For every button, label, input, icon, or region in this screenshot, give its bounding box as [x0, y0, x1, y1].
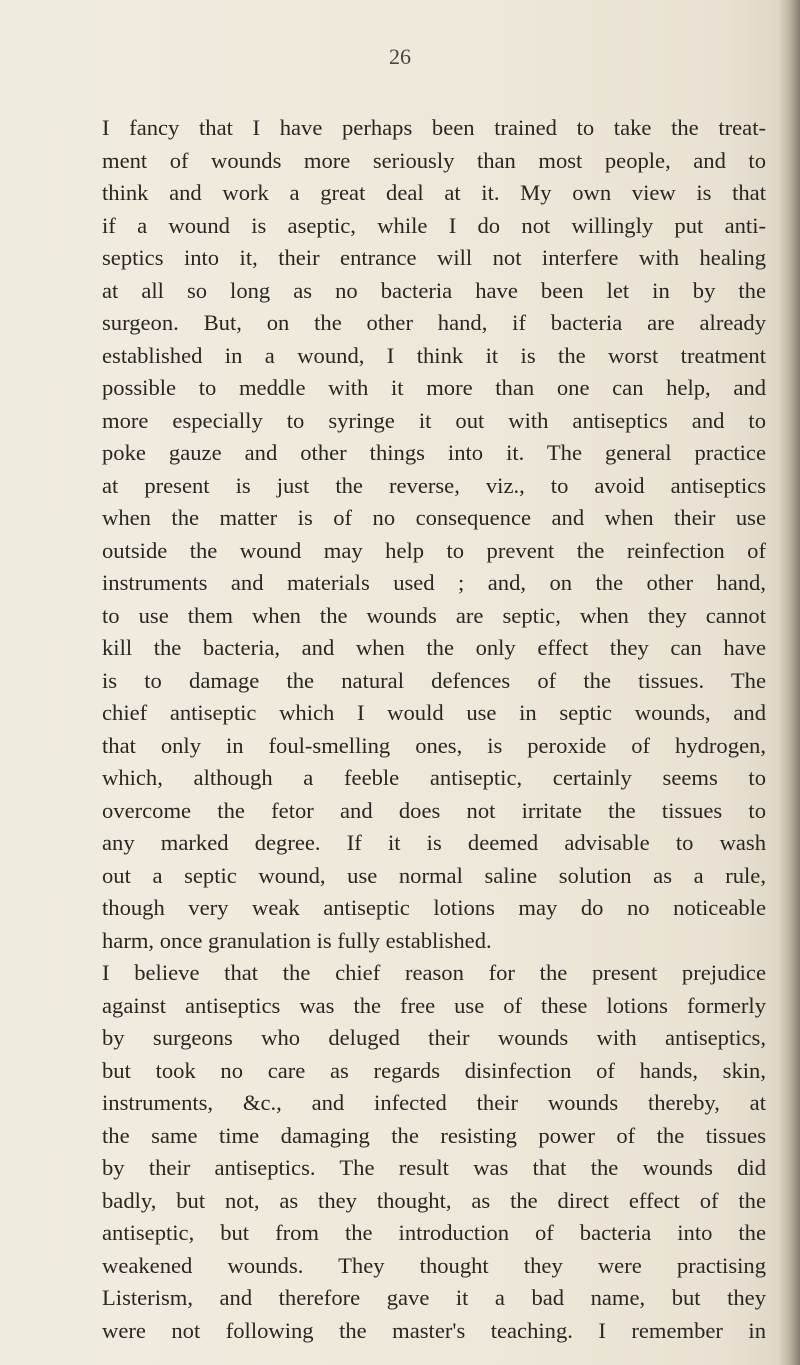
text-line: which, although a feeble antiseptic, certainly seems to	[102, 765, 766, 790]
text-line: weakened wounds. They thought they were practising	[102, 1252, 766, 1278]
text-line: against antiseptics was the free use of these lotions formerly	[102, 992, 766, 1018]
text-line: instruments, &c., and infected their wounds thereby, at	[102, 1090, 766, 1115]
text-line: at all so long as no bacteria have been let in by the	[102, 277, 766, 303]
page-number: 26	[389, 44, 411, 69]
text-line: if a wound is aseptic, while I do not willingly put anti-	[102, 212, 766, 238]
text-line: to use them when the wounds are septic, when they cannot	[102, 602, 766, 628]
text-line: possible to meddle with it more than one can help, and	[102, 375, 766, 400]
text-line: badly, but not, as they thought, as the direct effect of the	[102, 1187, 766, 1213]
text-line: out a septic wound, use normal saline solution as a rule,	[102, 862, 766, 888]
text-line: ment of wounds more seriously than most people, and to	[102, 147, 766, 173]
text-line: chief antiseptic which I would use in septic wounds, and	[102, 700, 766, 725]
text-line: established in a wound, I think it is the worst treatment	[102, 342, 766, 368]
text-line: overcome the fetor and does not irritate the tissues to	[102, 797, 766, 823]
text-line: Listerism, and therefore gave it a bad name, but they	[102, 1285, 766, 1310]
text-line: the same time damaging the resisting power of the tissues	[102, 1122, 766, 1148]
text-line: by their antiseptics. The result was that the wounds did	[102, 1155, 766, 1180]
text-line: outside the wound may help to prevent the reinfection of	[102, 537, 766, 563]
body-text	[102, 112, 766, 1347]
text-line: septics into it, their entrance will not interfere with healing	[102, 245, 766, 270]
text-line: any marked degree. If it is deemed advisable to wash	[102, 830, 766, 855]
text-line: more especially to syringe it out with antiseptics and to	[102, 407, 766, 433]
page-edge-shadow	[778, 0, 800, 1365]
text-line: instruments and materials used ; and, on the other hand,	[102, 570, 766, 595]
text-line: by surgeons who deluged their wounds with antiseptics,	[102, 1025, 766, 1050]
text-line: at present is just the reverse, viz., to avoid antiseptics	[102, 472, 766, 498]
text-line: were not following the master's teaching. I remember in	[102, 1317, 766, 1343]
text-line: kill the bacteria, and when the only effect they can have	[102, 635, 766, 660]
text-line: think and work a great deal at it. My own view is that	[102, 180, 766, 205]
text-line: surgeon. But, on the other hand, if bacteria are already	[102, 310, 766, 335]
text-line: antiseptic, but from the introduction of bacteria into the	[102, 1220, 766, 1245]
text-line: poke gauze and other things into it. The general practice	[102, 440, 766, 465]
text-line: I believe that the chief reason for the present prejudice	[102, 960, 766, 985]
text-line: is to damage the natural defences of the tissues. The	[102, 667, 766, 693]
text-line: harm, once granulation is fully established.	[102, 927, 492, 953]
text-line: that only in foul-smelling ones, is peroxide of hydrogen,	[102, 732, 766, 758]
text-line: I fancy that I have perhaps been trained to take the treat-	[102, 115, 766, 140]
text-line: when the matter is of no consequence and when their use	[102, 505, 766, 530]
text-line: but took no care as regards disinfection of hands, skin,	[102, 1057, 766, 1083]
text-line: though very weak antiseptic lotions may do no noticeable	[102, 895, 766, 920]
